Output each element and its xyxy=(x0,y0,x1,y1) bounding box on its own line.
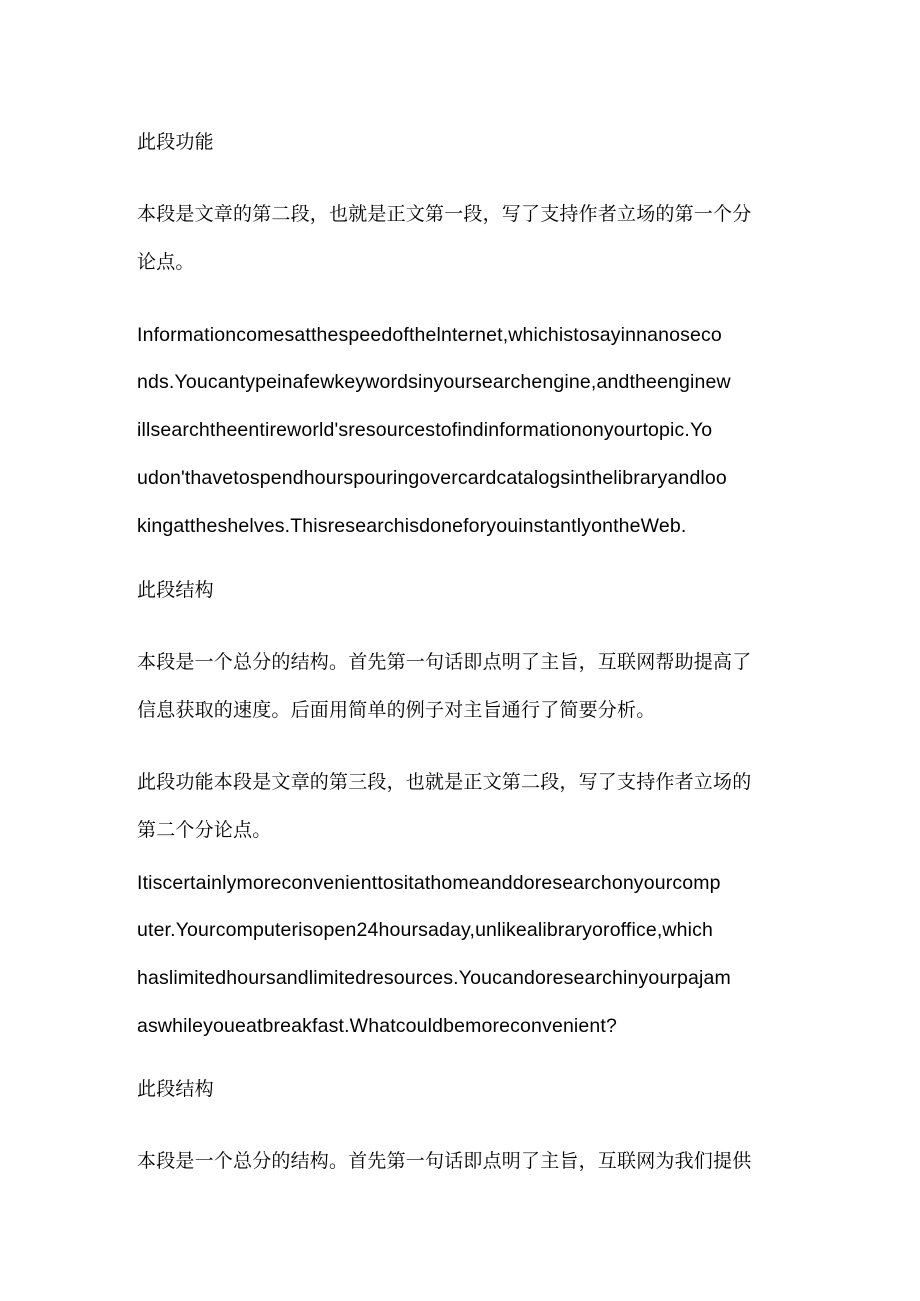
english-paragraph-line: haslimitedhoursandlimitedresources.Youcandoresearchinyourpajam xyxy=(137,967,731,989)
section-heading-structure: 此段结构 xyxy=(137,579,214,601)
english-paragraph-line: udon'thavetospendhourspouringovercardcatalogsinthelibraryandloo xyxy=(137,467,727,489)
paragraph-line: 本段是一个总分的结构。首先第一句话即点明了主旨，互联网为我们提供 xyxy=(137,1150,752,1172)
paragraph-line: 论点。 xyxy=(137,251,195,273)
english-paragraph-line: kingattheshelves.ThisresearchisdoneforyouinstantlyontheWeb. xyxy=(137,515,687,537)
paragraph-line: 第二个分论点。 xyxy=(137,819,272,841)
paragraph-line: 此段功能本段是文章的第三段，也就是正文第二段，写了支持作者立场的 xyxy=(137,771,752,793)
paragraph-line: 信息获取的速度。后面用简单的例子对主旨通行了简要分析。 xyxy=(137,699,656,721)
english-paragraph-line: Informationcomesatthespeedofthelnternet,whichistosayinnanoseco xyxy=(137,324,722,346)
english-paragraph-line: nds.Youcantypeinafewkeywordsinyoursearchengine,andtheenginew xyxy=(137,371,731,393)
section-heading-structure: 此段结构 xyxy=(137,1078,214,1100)
paragraph-line: 本段是一个总分的结构。首先第一句话即点明了主旨，互联网帮助提高了 xyxy=(137,651,752,673)
english-paragraph-line: aswhileyoueatbreakfast.Whatcouldbemoreconvenient? xyxy=(137,1015,617,1037)
paragraph-line: 本段是文章的第二段，也就是正文第一段，写了支持作者立场的第一个分 xyxy=(137,203,752,225)
english-paragraph-line: Itiscertainlymoreconvenienttositathomeanddoresearchonyourcomp xyxy=(137,872,721,894)
english-paragraph-line: uter.Yourcomputerisopen24hoursaday,unlikealibraryoroffice,which xyxy=(137,919,714,941)
english-paragraph-line: illsearchtheentireworld'sresourcestofindinformationonyourtopic.Yo xyxy=(137,419,713,441)
section-heading-function: 此段功能 xyxy=(137,131,214,153)
